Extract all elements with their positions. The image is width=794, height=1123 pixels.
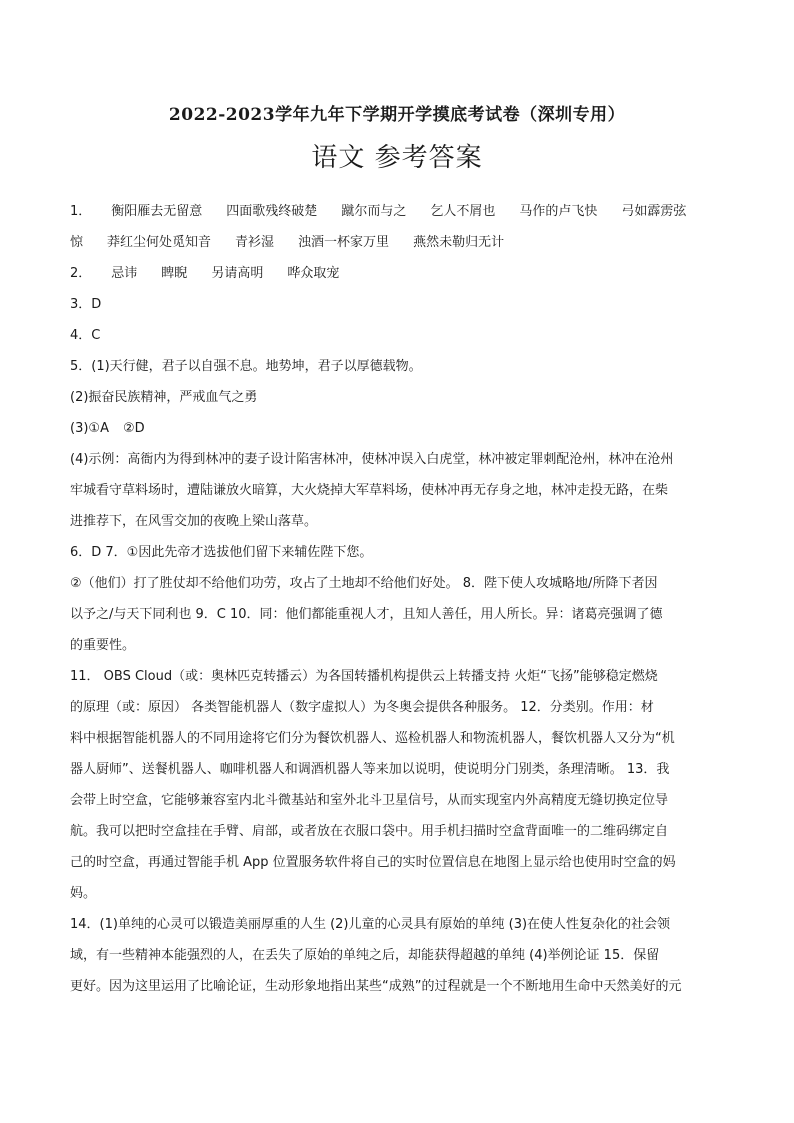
- q1-number: 1．: [70, 204, 92, 219]
- exam-title: 2022-2023学年九年下学期开学摸底考试卷（深圳专用）: [168, 105, 626, 125]
- q1-answer: 弓如霹雳弦: [621, 204, 687, 219]
- q3-line: 3．D: [70, 297, 102, 312]
- q2-line: [70, 258, 726, 289]
- q5-part-4-line-1: (4)示例：高衙内为得到林冲的妻子设计陷害林冲，使林冲误入白虎堂，林冲被定罪刺配沧州，林冲在沧州: [70, 452, 674, 467]
- q1-answer: 惊: [70, 235, 84, 250]
- q1-answer: 衡阳雁去无留意: [111, 204, 203, 219]
- q11-13-line-1: 11． OBS Cloud（或：奥林匹克转播云）为各国转播机构提供云上转播支持 火炬“飞扬”能够稳定燃烧: [70, 669, 658, 684]
- q1-answer: 莽红尘何处觅知音: [107, 235, 212, 250]
- q14-15-line-1: 14．(1)单纯的心灵可以锻造美丽厚重的人生 (2)儿童的心灵具有原始的单纯 (3)在使人性复杂化的社会领: [70, 917, 671, 932]
- q11-13-line-7: 己的时空盒，再通过智能手机 App 位置服务软件将自己的实时位置信息在地图上显示给也使用时空盒的妈: [70, 855, 676, 870]
- q1-answer: 乞人不屑也: [430, 204, 496, 219]
- q6-7-line-2: ②（他们）打了胜仗却不给他们功劳，攻占了土地却不给他们好处。 8．陛下使人攻城略地/所降下者因: [70, 576, 658, 591]
- q6-7-line-4: 的重要性。: [70, 638, 136, 653]
- q5-part-3a: (3)①A: [70, 421, 109, 436]
- q5-part-3b: ②D: [122, 421, 145, 436]
- q11-13-line-6: 航。我可以把时空盒挂在手臂、肩部，或者放在衣服口袋中。用手机扫描时空盒背面唯一的二维码绑定自: [70, 824, 669, 839]
- q6-7-line-3: 以予之/与天下同利也 9．C 10．同：他们都能重视人才，且知人善任，用人所长。异：诸葛亮强调了德: [70, 607, 663, 622]
- q6-7-line-1: 6．D 7．①因此先帝才选拔他们留下来辅佐陛下您。: [70, 545, 373, 560]
- q5-part-4-line-3: 进推荐下，在风雪交加的夜晚上梁山落草。: [70, 514, 318, 529]
- q11-13-line-2: 的原理（或：原因） 各类智能机器人（数字虚拟人）为冬奥会提供各种服务。 12．分类别。作用：材: [70, 700, 654, 715]
- q1-line-2: [70, 227, 726, 258]
- q2-number: 2．: [70, 266, 92, 281]
- q1-answer: 燕然未勒归无计: [413, 235, 505, 250]
- q1-line-1: [70, 196, 726, 227]
- q4-line: 4．C: [70, 328, 101, 343]
- q2-answer: 睥睨: [161, 266, 188, 281]
- q1-answer: 青衫湿: [235, 235, 275, 250]
- q11-13-line-3: 料中根据智能机器人的不同用途将它们分为餐饮机器人、巡检机器人和物流机器人，餐饮机器人又分为“机: [70, 731, 675, 746]
- q14-15-line-2: 域，有一些精神本能强烈的人，在丢失了原始的单纯之后，却能获得超越的单纯 (4)举例论证 15．保留: [70, 948, 660, 963]
- q11-13-line-5: 会带上时空盒，它能够兼容室内北斗微基站和室外北斗卫星信号，从而实现室内外高精度无缝切换定位导: [70, 793, 669, 808]
- q1-answer: 浊酒一杯家万里: [298, 235, 390, 250]
- q11-13-line-4: 器人厨师”、送餐机器人、咖啡机器人和调酒机器人等来加以说明，使说明分门别类，条理清晰。 13．我: [70, 762, 670, 777]
- q5-part-1: 5．(1)天行健，君子以自强不息。地势坤，君子以厚德载物。: [70, 359, 422, 374]
- q14-15-line-3: 更好。因为这里运用了比喻论证，生动形象地指出某些“成熟”的过程就是一个不断地用生命中天然美好的元: [70, 979, 682, 994]
- answer-body: [70, 196, 726, 1002]
- q1-answer: 四面歌残终破楚: [226, 204, 318, 219]
- q1-answer: 蹴尔而与之: [341, 204, 407, 219]
- q5-part-4-line-2: 牢城看守草料场时，遭陆谦放火暗算，大火烧掉大军草料场，使林冲再无存身之地，林冲走投无路，在柴: [70, 483, 669, 498]
- q5-part-3: [70, 413, 726, 444]
- q2-answer: 忌讳: [111, 266, 138, 281]
- answer-key-title: 语文 参考答案: [311, 143, 483, 173]
- q5-part-2: (2)振奋民族精神，严戒血气之勇: [70, 390, 258, 405]
- q11-13-line-8: 妈。: [70, 886, 97, 901]
- q1-answer: 马作的卢飞快: [519, 204, 598, 219]
- q2-answer: 另请高明: [211, 266, 264, 281]
- q2-answer: 哗众取宠: [287, 266, 340, 281]
